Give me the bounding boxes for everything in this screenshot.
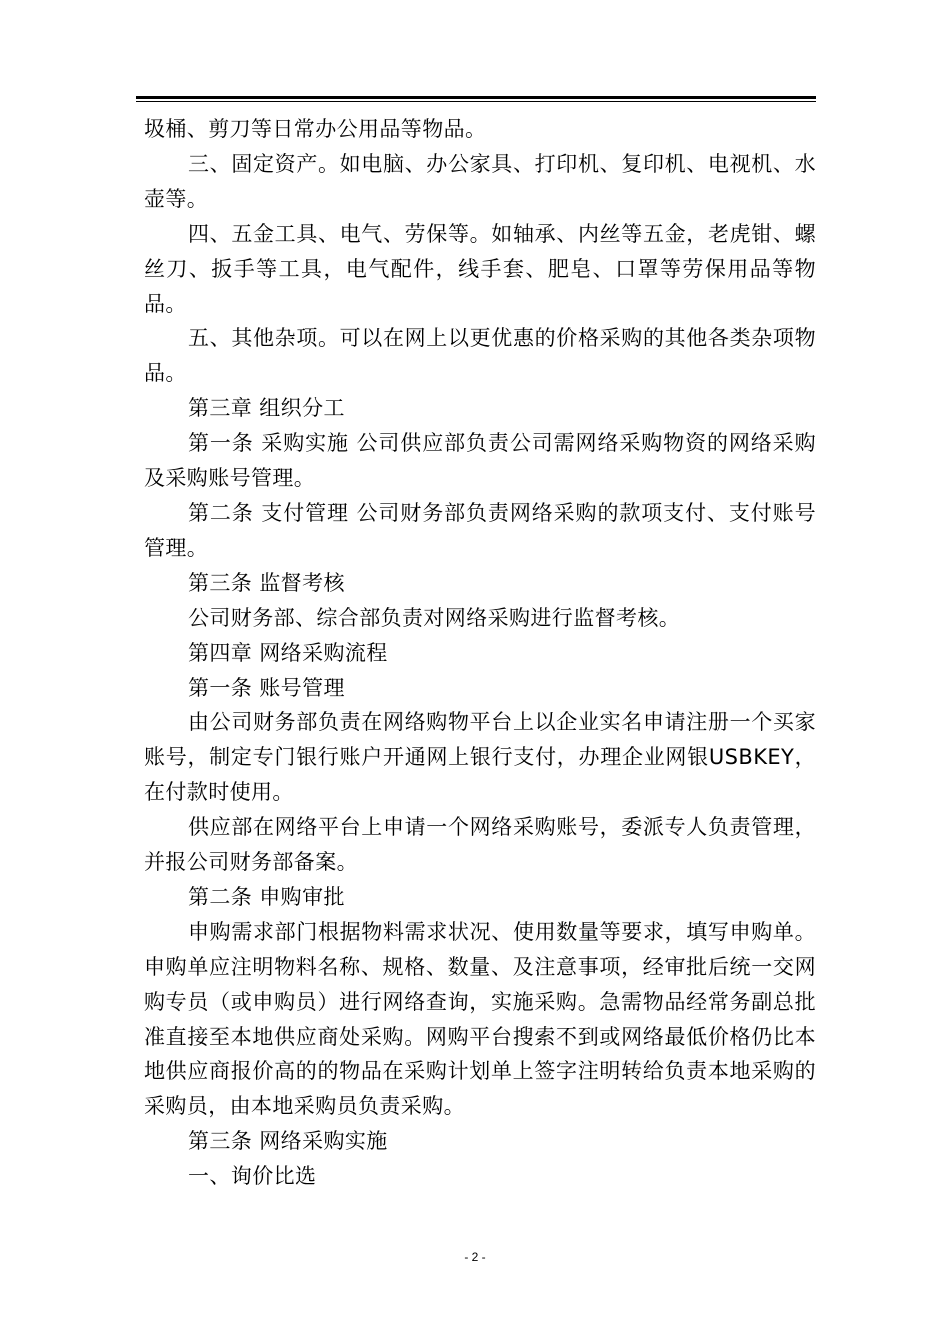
paragraph: 第一条 采购实施 公司供应部负责公司需网络采购物资的网络采购及采购账号管理。 [144,431,816,491]
section-heading: 一、询价比选 [188,1164,317,1189]
article-heading: 第二条 申购审批 [188,884,345,909]
chapter-heading: 第三章 组织分工 [188,396,345,421]
chapter-heading: 第四章 网络采购流程 [188,640,388,665]
paragraph: 供应部在网络平台上申请一个网络采购账号，委派专人负责管理，并报公司财务部备案。 [144,815,816,875]
paragraph: 圾桶、剪刀等日常办公用品等物品。 [144,117,487,141]
paragraph: 四、五金工具、电气、劳保等。如轴承、内丝等五金，老虎钳、螺丝刀、扳手等工具，电气配件，线手套、肥皂、口罩等劳保用品等物品。 [144,221,816,316]
article-heading: 第一条 账号管理 [188,675,345,700]
article-heading: 第三条 监督考核 [188,570,345,595]
header-rule-thick [136,96,816,99]
paragraph: 公司财务部、综合部负责对网络采购进行监督考核。 [188,605,681,630]
paragraph: 三、固定资产。如电脑、办公家具、打印机、复印机、电视机、水壶等。 [144,151,816,211]
document-body [144,112,816,1194]
article-heading: 第三条 网络采购实施 [188,1129,388,1154]
header-rule-thin [136,101,816,102]
paragraph: 由公司财务部负责在网络购物平台上以企业实名申请注册一个买家账号，制定专门银行账户开通网上银行支付，办理企业网银USBKEY，在付款时使用。 [144,710,816,805]
paragraph: 五、其他杂项。可以在网上以更优惠的价格采购的其他各类杂项物品。 [144,326,816,386]
page-number: - 2 - [464,1250,486,1264]
paragraph: 第二条 支付管理 公司财务部负责网络采购的款项支付、支付账号管理。 [144,500,816,560]
paragraph: 申购需求部门根据物料需求状况、使用数量等要求，填写申购单。申购单应注明物料名称、规格、数量、及注意事项，经审批后统一交网购专员（或申购员）进行网络查询，实施采购。急需物品经常务副总批准直接至本地供应商处采购。网购平台搜索不到或网络最低价格仍比本地供应商报价高的的物品在采购计划单上签字注明转给负责本地采购的采购员，由本地采购员负责采购。 [144,919,816,1119]
